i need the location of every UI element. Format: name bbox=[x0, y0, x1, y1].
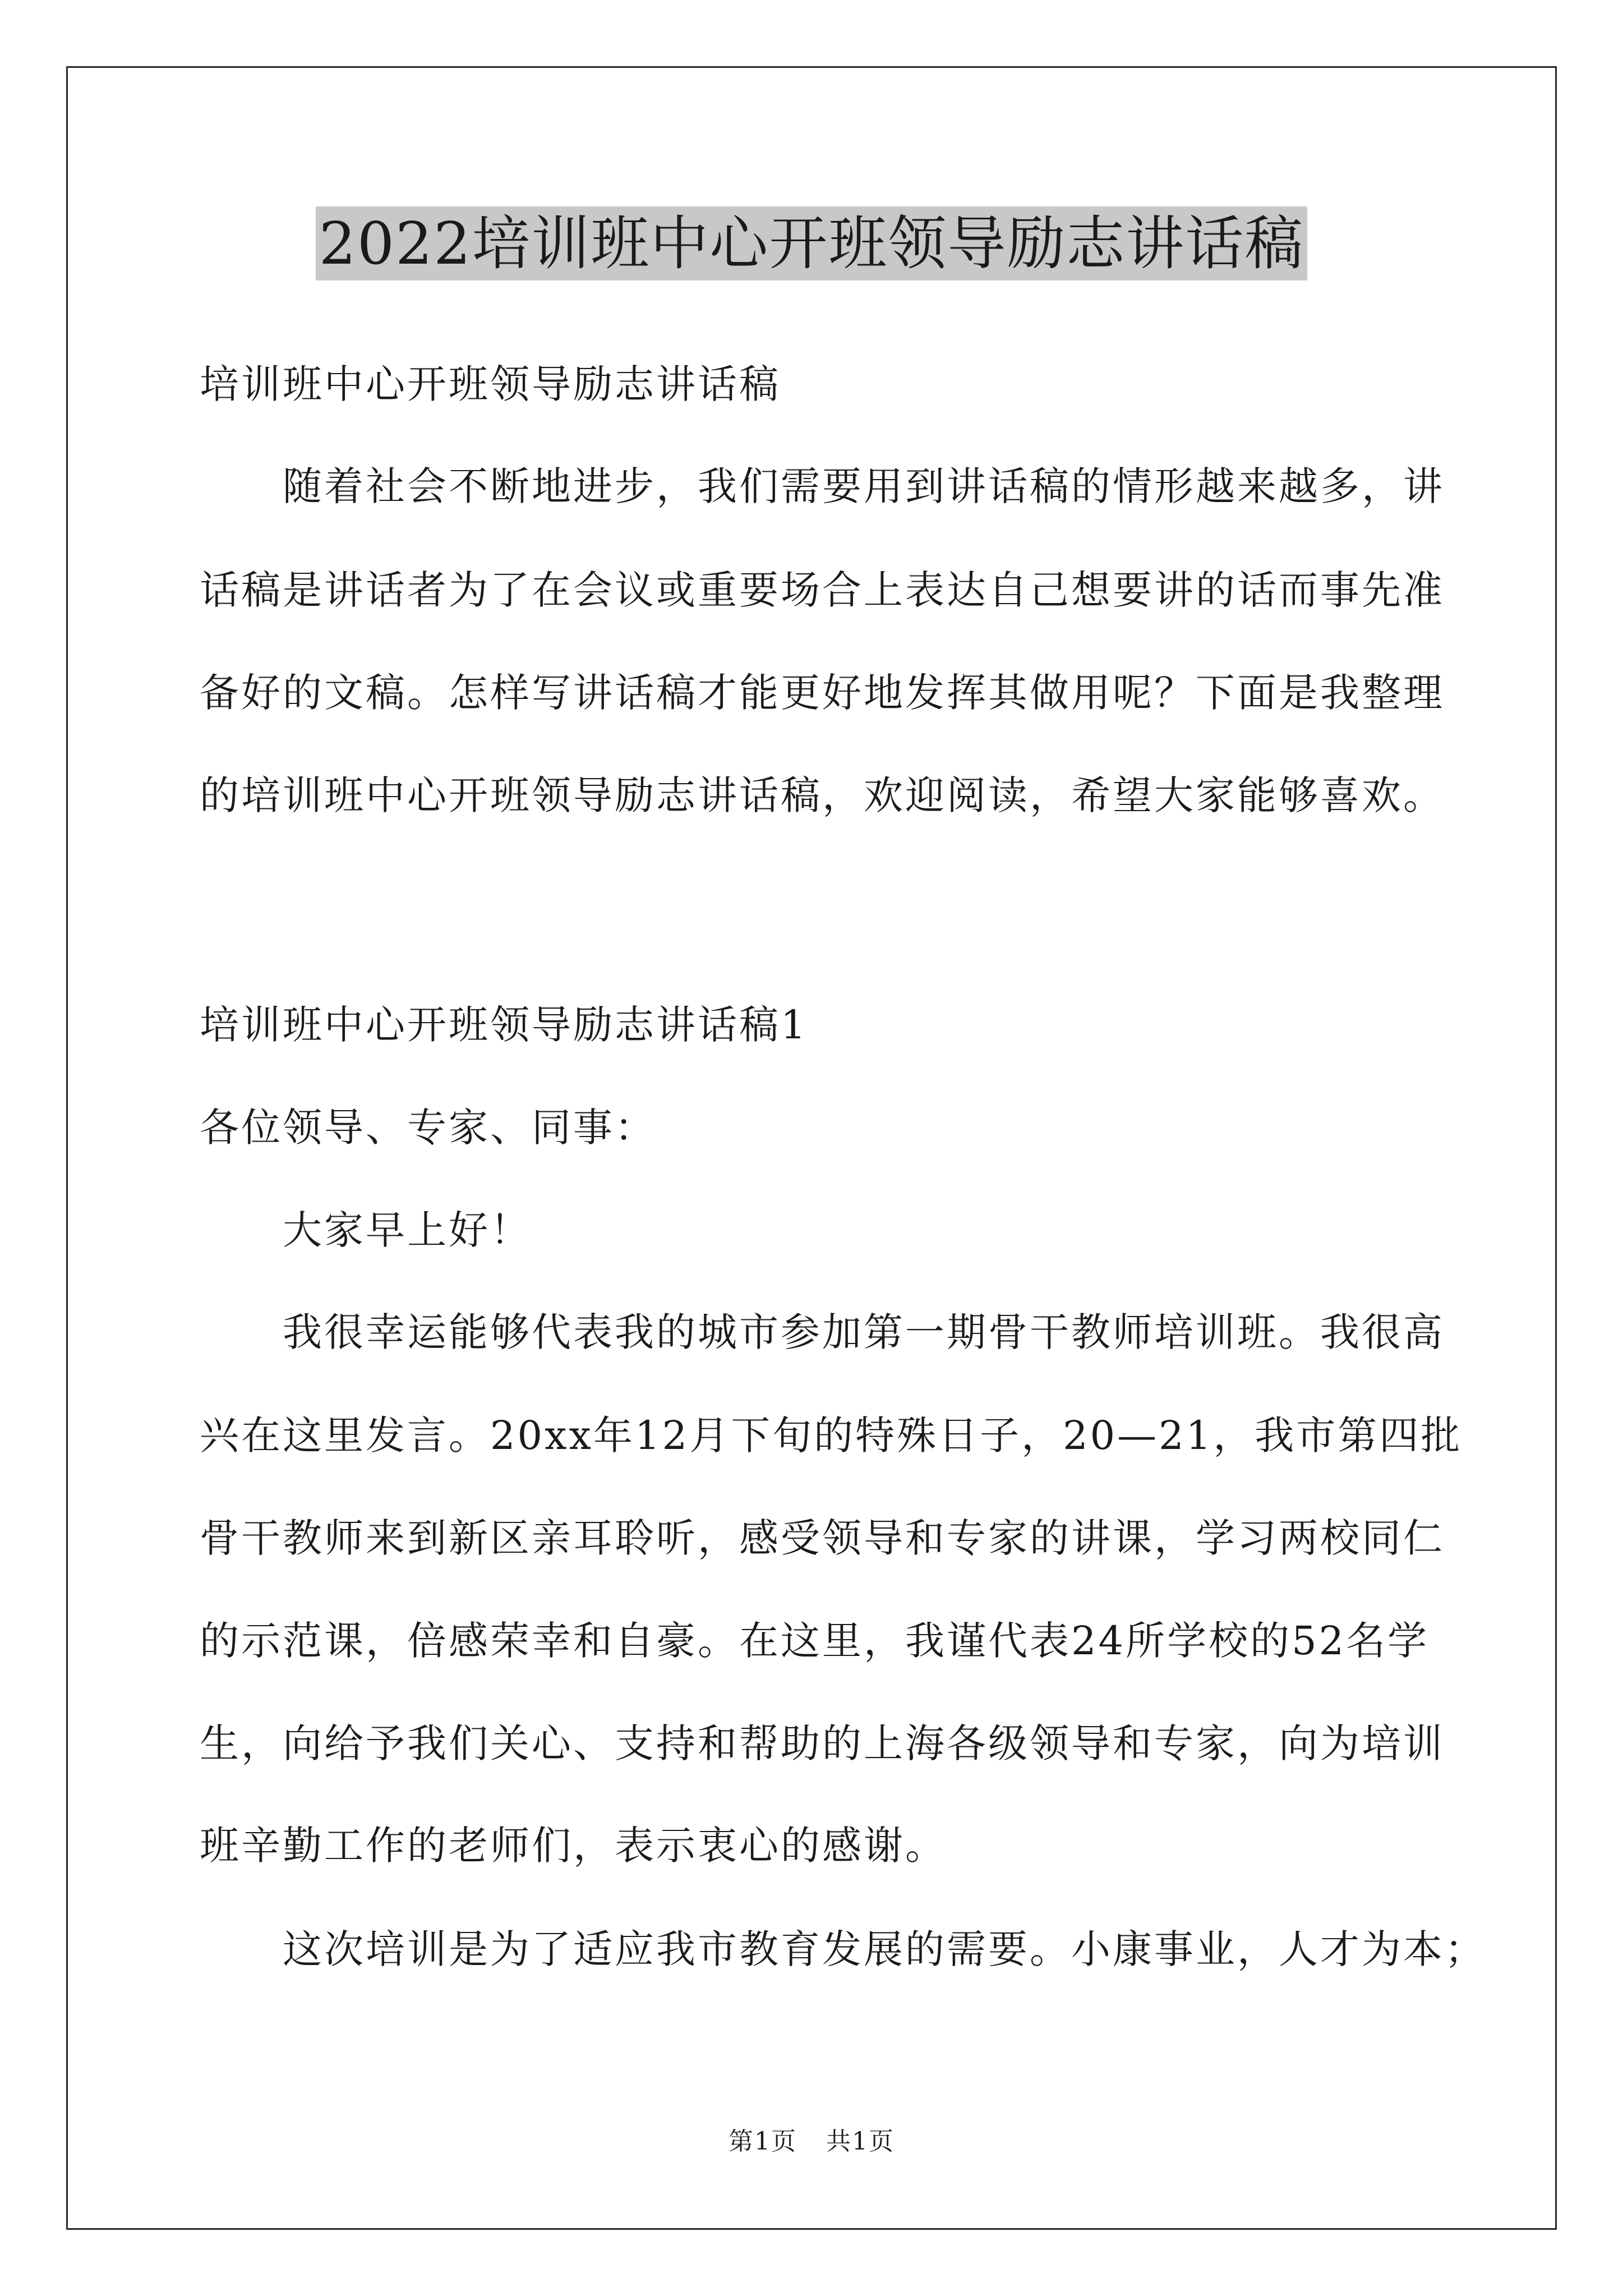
salutation-line: 各位领导、专家、同事： bbox=[200, 1105, 656, 1151]
paragraph-line: 随着社会不断地进步，我们需要用到讲话稿的情形越来越多，讲 bbox=[283, 463, 1445, 509]
paragraph-line: 骨干教师来到新区亲耳聆听，感受领导和专家的讲课，学习两校同仁 bbox=[200, 1515, 1445, 1561]
paragraph-line: 备好的文稿。怎样写讲话稿才能更好地发挥其做用呢？下面是我整理 bbox=[200, 670, 1445, 716]
paragraph-line: 话稿是讲话者为了在会议或重要场合上表达自己想要讲的话而事先准 bbox=[200, 567, 1445, 613]
paragraph-line: 生，向给予我们关心、支持和帮助的上海各级领导和专家，向为培训 bbox=[200, 1720, 1445, 1766]
title-container bbox=[0, 206, 1623, 280]
page-total: 共1页 bbox=[826, 2127, 895, 2156]
document-title: 2022培训班中心开班领导励志讲话稿 bbox=[316, 206, 1308, 280]
section-heading: 培训班中心开班领导励志讲话稿1 bbox=[200, 1002, 808, 1048]
paragraph-line: 的示范课，倍感荣幸和自豪。在这里，我谨代表24所学校的52名学 bbox=[200, 1618, 1430, 1664]
paragraph-line: 兴在这里发言。20xx年12月下旬的特殊日子，20—21，我市第四批 bbox=[200, 1412, 1463, 1458]
subtitle-line: 培训班中心开班领导励志讲话稿 bbox=[200, 361, 781, 407]
paragraph-line: 班辛勤工作的老师们，表示衷心的感谢。 bbox=[200, 1823, 947, 1869]
page-number: 第1页 bbox=[728, 2127, 797, 2156]
paragraph-line: 这次培训是为了适应我市教育发展的需要。小康事业，人才为本； bbox=[283, 1926, 1486, 1972]
paragraph-line: 的培训班中心开班领导励志讲话稿，欢迎阅读，希望大家能够喜欢。 bbox=[200, 772, 1445, 818]
paragraph-line: 我很幸运能够代表我的城市参加第一期骨干教师培训班。我很高 bbox=[283, 1309, 1445, 1355]
page-footer bbox=[0, 2126, 1623, 2157]
greeting-line: 大家早上好！ bbox=[283, 1207, 532, 1253]
